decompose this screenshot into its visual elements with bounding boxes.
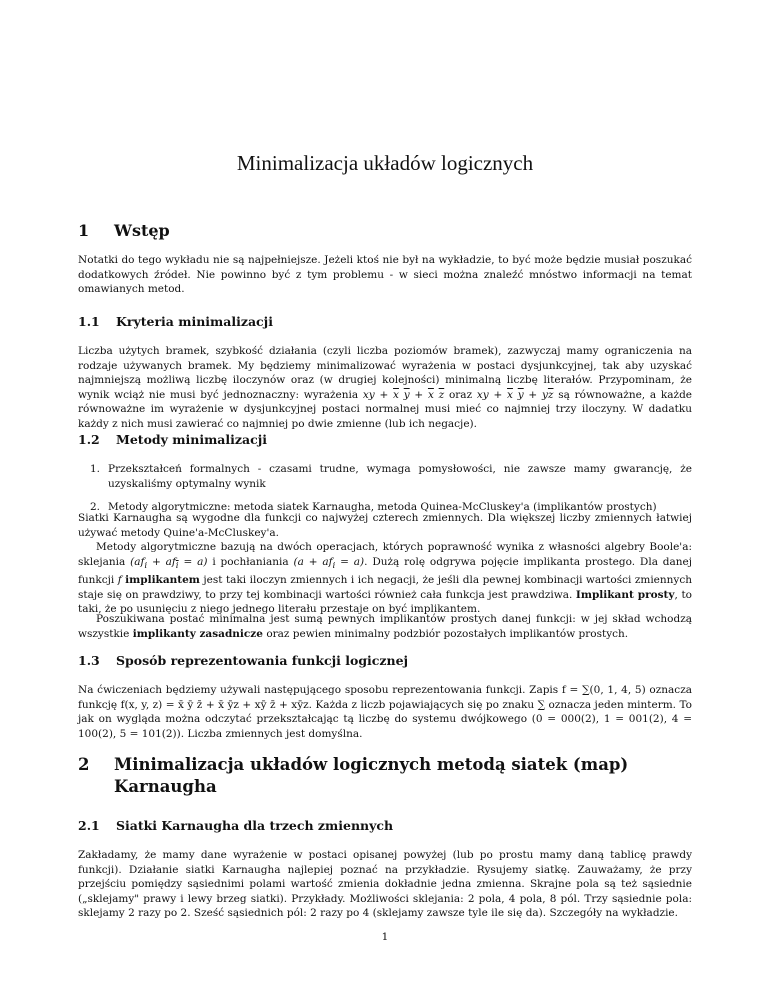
gluing-formula: $(af_i + af_{\overline{i}} = a)$ [130, 555, 208, 571]
methods-list [78, 462, 692, 515]
subsection-title: Metody minimalizacji [116, 432, 267, 447]
subsection-1-2-heading [78, 432, 692, 448]
subsection-2-1-heading [78, 818, 692, 834]
term-implikant: implikantem [125, 574, 200, 587]
expression-1: xy + $\overline{x}$ $\overline{y} + \overline{x}$ $\overline{z}$ [362, 388, 445, 401]
list-item: 2. Metody algorytmiczne: metoda siatek Karnaugha, metoda Quinea-McCluskey'a (implikantów prostych) [90, 501, 657, 513]
algorithmic-methods-paragraph: Metody algorytmiczne bazują na dwóch operacjach, których poprawność wynika z własności algebry Boole'a: sklejania $(af_i + af_{\overline{i}} = a)$ i pochłaniania $(a + af_i = a)$. Dużą rolę odgrywa pojęcie implikanta prostego. Dla danej funkcji f implikantem jest taki iloczyn zmiennych i ich negacji, że jeśli dla pewnej kombinacji wartości zmiennych staje się on prawdziwy, to przy tej kombinacji wartości również cała funkcja jest prawdziwa. Implikant prosty, to taki, że po usunięciu z niego jednego literału przestaje on być implikantem. [78, 541, 693, 616]
paragraph-text: są równoważne, a każde równoważne im wyrażenie w dysjunkcyjnej postaci normalnej musi mieć co najmniej trzy iloczyny. W dadatku każdy z nich musi zawierać co najmniej po dwie zmienne (lub ich negacje). [78, 388, 693, 430]
subsection-number: 2.1 [78, 818, 100, 833]
section-1-heading [78, 220, 692, 241]
subsection-number: 1.3 [78, 653, 100, 668]
subsection-number: 1.1 [78, 314, 100, 329]
subsection-1-1-heading [78, 314, 692, 330]
paragraph-text: Liczba użytych bramek, szybkość działania (czyli liczba poziomów bramek), zazwyczaj mamy ograniczenia na rodzaje używanych bramek. My będziemy minimalizować wyrażenia w postaci dysjunkcyjnej, tak aby uzyskać najmniejszą możliwą liczbę iloczynów oraz (w drugiej kolejności) minimalną liczbę literałów. Przypominam, że wynik wciąż nie musi być jednoznaczny: wyrażenia [78, 345, 692, 401]
subsection-number: 1.2 [78, 432, 100, 447]
subsection-title: Siatki Karnaugha dla trzech zmiennych [116, 818, 394, 833]
subsection-1-3-paragraph: Na ćwiczeniach będziemy używali następującego sposobu reprezentowania funkcji. Zapis f = ∑(0, 1, 4, 5) oznacza funkcję f(x, y, z) = x̄ ȳ z̄ + x̄ ȳz + xȳ z̄ + xȳz. Każda z liczb pojawiających się po znaku ∑ oznacza jeden minterm. To jak on wygląda można odczytać przekształcając tą liczbę do systemu dwójkowego (0 = 000(2), 1 = 001(2), 4 = 100(2), 5 = 101(2)). Liczba zmiennych jest domyślna. [78, 684, 692, 740]
term-implikant-prosty: Implikant prosty [575, 588, 675, 601]
document-title: Minimalizacja układów logicznych [236, 151, 534, 176]
section-title: Wstęp [114, 221, 170, 240]
paragraph-text: oraz [448, 388, 473, 401]
section-number: 2 [78, 755, 90, 774]
minimal-form-paragraph: Poszukiwana postać minimalna jest sumą pewnych implikantów prostych danej funkcji: w jej skład wchodzą wszystkie implikanty zasadnicze oraz pewien minimalny podzbiór pozostałych implikantów prostych. [78, 613, 692, 640]
subsection-1-3-heading [78, 653, 692, 669]
document-page [78, 0, 692, 994]
term-implikanty-zasadnicze: implikanty zasadnicze [132, 627, 263, 640]
section-number: 1 [78, 221, 90, 240]
subsection-1-1-paragraph [78, 344, 692, 431]
subsection-title: Sposób reprezentowania funkcji logicznej [116, 653, 409, 668]
section-2-heading [78, 754, 692, 798]
absorption-formula: $(a + af_i = a)$ [293, 555, 365, 571]
list-item: 1. Przekształceń formalnych - czasami trudne, wymaga pomysłowości, nie zawsze mamy gwarancję, że uzyskaliśmy optymalny wynik [90, 463, 692, 490]
karnaugh-note-paragraph: Siatki Karnaugha są wygodne dla funkcji co najwyżej czterech zmiennych. Dla większej liczby zmiennych łatwiej używać metody Quine'a-McCluskey'a. [78, 512, 692, 539]
expression-2: xy + $\overline{x}$ $\overline{y} + y\overline{z}$ [476, 388, 554, 401]
page-number: 1 [381, 931, 389, 943]
subsection-2-1-paragraph: Zakładamy, że mamy dane wyrażenie w postaci opisanej powyżej (lub po prostu mamy daną tablicę prawdy funkcji). Działanie siatki Karnaugha najlepiej poznać na przykładzie. Rysujemy siatkę. Zauważamy, że przy przejściu pomiędzy sąsiednimi polami wartość zmienia dokładnie jedna zmienna. Skrajne pola są też sąsiednie („sklejamy" prawy i lewy brzeg siatki). Przykłady. Możliwości sklejania: 2 pola, 4 pola, 8 pól. Trzy sąsiednie pola: sklejamy 2 razy po 2. Sześć sąsiednich pól: 2 razy po 4 (sklejamy zawsze tyle ile się da). Szczegóły na wykładzie. [78, 849, 692, 919]
subsection-title: Kryteria minimalizacji [116, 314, 273, 329]
section-title: Minimalizacja układów logicznych metodą siatek (map) Karnaugha [114, 755, 629, 796]
section-1-paragraph: Notatki do tego wykładu nie są najpełniejsze. Jeżeli ktoś nie był na wykładzie, to być może będzie musiał poszukać dodatkowych źródeł. Nie powinno być z tym problemu - w sieci można znaleźć mnóstwo informacji na temat omawianych metod. [78, 254, 692, 295]
